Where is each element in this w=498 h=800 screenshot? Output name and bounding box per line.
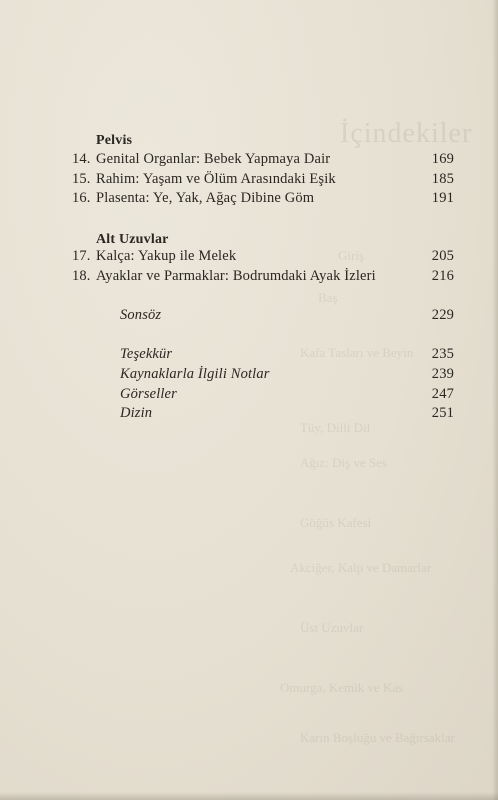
section-heading-pelvis: Pelvis — [96, 133, 133, 148]
page-number: 239 — [431, 366, 454, 382]
chapter-title: Plasenta: Ye, Yak, Ağaç Dibine Göm — [96, 190, 315, 206]
toc-entry[interactable] — [72, 151, 454, 171]
back-matter-title: Kaynaklarla İlgili Notlar — [120, 366, 270, 382]
page-number: 185 — [431, 171, 454, 187]
toc-entry[interactable] — [72, 190, 454, 210]
back-matter-title: Sonsöz — [120, 307, 162, 323]
page-number: 205 — [431, 248, 454, 264]
section-heading-alt-uzuvlar: Alt Uzuvlar — [96, 232, 169, 247]
page-number: 229 — [431, 307, 454, 323]
back-matter-title: Teşekkür — [120, 346, 173, 362]
page-number: 216 — [431, 268, 454, 284]
toc-entry-gorseller[interactable] — [72, 386, 454, 406]
chapter-title: Kalça: Yakup ile Melek — [96, 248, 237, 264]
page-number: 247 — [431, 386, 454, 402]
page-edge-shadow — [492, 0, 498, 800]
chapter-number: 18. — [72, 268, 91, 284]
page-number: 191 — [431, 190, 454, 206]
toc-entry-dizin[interactable] — [72, 405, 454, 425]
chapter-title: Ayaklar ve Parmaklar: Bodrumdaki Ayak İzleri — [96, 268, 376, 284]
chapter-number: 16. — [72, 190, 91, 206]
toc-entry-kaynaklar[interactable] — [72, 366, 454, 386]
toc-entry[interactable] — [72, 268, 454, 288]
chapter-number: 15. — [72, 171, 91, 187]
toc-entry[interactable] — [72, 248, 454, 268]
chapter-title: Genital Organlar: Bebek Yapmaya Dair — [96, 151, 331, 167]
back-matter-title: Dizin — [120, 405, 153, 421]
toc-entry-sonsoz[interactable] — [72, 307, 454, 327]
toc-entry[interactable] — [72, 171, 454, 191]
toc-entry-tesekkur[interactable] — [72, 346, 454, 366]
page-number: 251 — [431, 405, 454, 421]
chapter-number: 17. — [72, 248, 91, 264]
page-number: 235 — [431, 346, 454, 362]
chapter-title: Rahim: Yaşam ve Ölüm Arasındaki Eşik — [96, 171, 336, 187]
page-bottom-shadow — [0, 792, 498, 800]
page-number: 169 — [431, 151, 454, 167]
chapter-number: 14. — [72, 151, 91, 167]
back-matter-title: Görseller — [120, 386, 177, 402]
